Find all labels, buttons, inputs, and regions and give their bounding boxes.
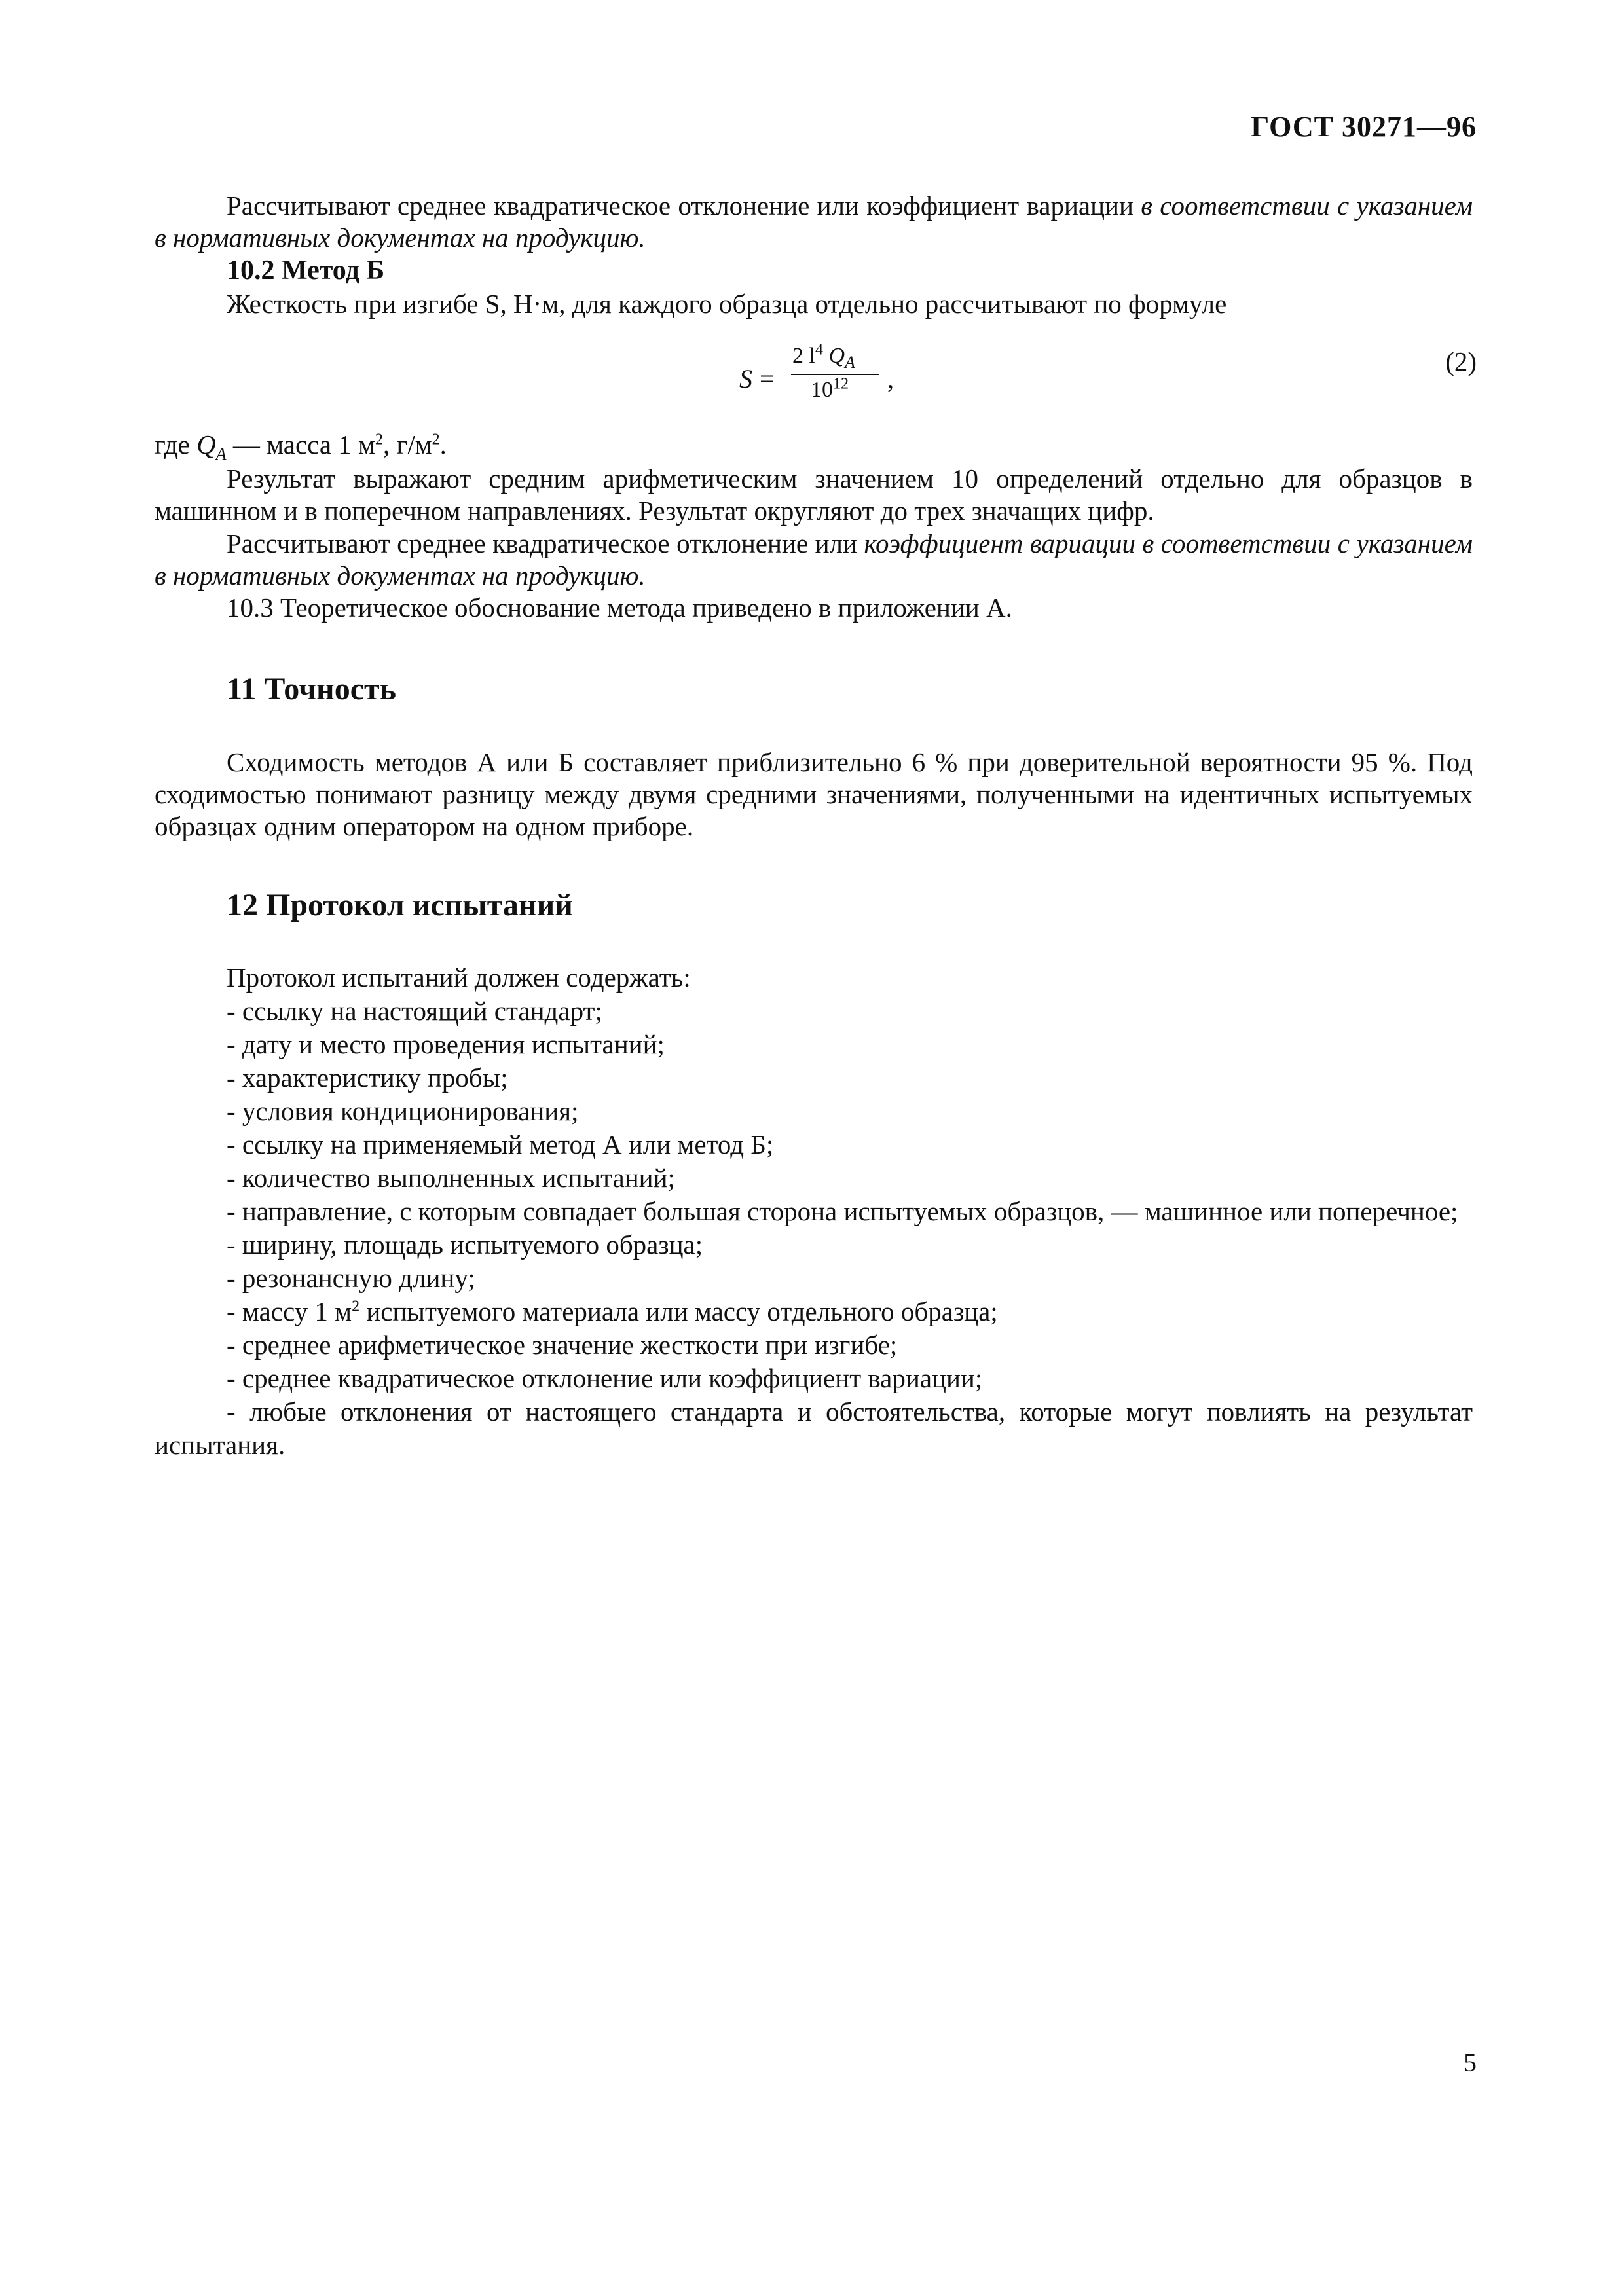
list-item: - количество выполненных испытаний; bbox=[227, 1163, 675, 1193]
formula-denominator bbox=[811, 375, 849, 403]
where-q-sub: A bbox=[215, 445, 227, 464]
formula-stiffness bbox=[733, 337, 930, 416]
section-12-heading: 12 Протокол испытаний bbox=[227, 888, 573, 922]
where-q: Q bbox=[196, 429, 216, 460]
paragraph-italic-text: коэффициент вариации в соответствии с указанием в нормативных документах на продукцию. bbox=[155, 528, 1473, 591]
list-item: - дату и место проведения испытаний; bbox=[227, 1029, 665, 1059]
formula-number: (2) bbox=[1445, 346, 1477, 376]
formula-where-line bbox=[155, 429, 1473, 464]
mass-item-sup: 2 bbox=[352, 1298, 360, 1315]
protocol-intro: Протокол испытаний должен содержать: bbox=[227, 962, 691, 993]
mass-item-suffix: испытуемого материала или массу отдельного образца; bbox=[359, 1296, 998, 1326]
list-item: - среднее квадратическое отклонение или коэффициент вариации; bbox=[227, 1363, 983, 1393]
protocol-list bbox=[155, 961, 1473, 1462]
paragraph-std-deviation-b bbox=[155, 528, 1473, 592]
formula-den-exponent: 12 bbox=[833, 375, 849, 393]
formula-den-base: 10 bbox=[811, 378, 833, 402]
formula-num-q: Q bbox=[828, 344, 845, 368]
list-item: - условия кондиционирования; bbox=[227, 1096, 579, 1126]
section-11-text: Сходимость методов А или Б составляет приблизительно 6 % при доверительной вероятности 95 %. Под сходимостью понимают разницу между двумя средними значениями, полученными на идентичных испытуемых образцах одним оператором на одном приборе. bbox=[155, 747, 1473, 841]
where-prefix: где bbox=[155, 429, 197, 460]
where-text-1: — масса 1 м bbox=[226, 429, 375, 460]
document-code-header: ГОСТ 30271—96 bbox=[1251, 111, 1477, 143]
list-item: - любые отклонения от настоящего стандарта и обстоятельства, которые могут повлиять на результат испытания. bbox=[155, 1396, 1473, 1460]
formula-lhs: S bbox=[739, 364, 752, 393]
paragraph-text: Рассчитывают среднее квадратическое отклонение или коэффициент вариации bbox=[227, 191, 1141, 221]
where-sup-2: 2 bbox=[432, 431, 440, 448]
page-number: 5 bbox=[1464, 2048, 1477, 2077]
formula-numerator bbox=[792, 341, 855, 372]
section-11-heading: 11 Точность bbox=[227, 672, 396, 706]
list-item: - направление, с которым совпадает большая сторона испытуемых образцов, — машинное или поперечное; bbox=[227, 1196, 1458, 1226]
list-item: - резонансную длину; bbox=[227, 1263, 475, 1293]
paragraph-italic-text: в соответствии с указанием в нормативных документах на продукцию. bbox=[155, 191, 1473, 253]
mass-item-prefix: - массу 1 м bbox=[227, 1296, 352, 1326]
list-item: - среднее арифметическое значение жесткости при изгибе; bbox=[227, 1330, 898, 1360]
formula-num-prefix: 2 l bbox=[792, 344, 815, 368]
formula-num-exponent: 4 bbox=[815, 341, 823, 359]
formula-comma: , bbox=[887, 364, 894, 393]
where-text-2: , г/м bbox=[383, 429, 432, 460]
where-text-3: . bbox=[439, 429, 447, 460]
formula-num-q-sub: A bbox=[845, 352, 855, 372]
list-item: - ширину, площадь испытуемого образца; bbox=[227, 1230, 703, 1260]
list-item: - ссылку на применяемый метод А или метод Б; bbox=[227, 1129, 774, 1159]
paragraph-stiffness-formula-intro: Жесткость при изгибе S, Н·м, для каждого образца отдельно рассчитывают по формуле bbox=[227, 289, 1227, 319]
paragraph-10-3: 10.3 Теоретическое обоснование метода приведено в приложении А. bbox=[227, 592, 1012, 623]
formula-equals: = bbox=[760, 364, 775, 393]
paragraph-text: Рассчитывают среднее квадратическое отклонение или bbox=[227, 528, 864, 558]
list-item-mass bbox=[155, 1295, 1473, 1328]
list-item: - характеристику пробы; bbox=[227, 1063, 508, 1093]
list-item: - ссылку на настоящий стандарт; bbox=[227, 996, 602, 1026]
paragraph-result-average: Результат выражают средним арифметическим значением 10 определений отдельно для образцов в машинном и в поперечном направлениях. Результат округляют до трех значащих цифр. bbox=[155, 464, 1473, 526]
subsection-10-2-heading: 10.2 Метод Б bbox=[227, 255, 385, 285]
where-sup-1: 2 bbox=[375, 431, 383, 448]
paragraph-std-deviation-a bbox=[155, 190, 1473, 254]
